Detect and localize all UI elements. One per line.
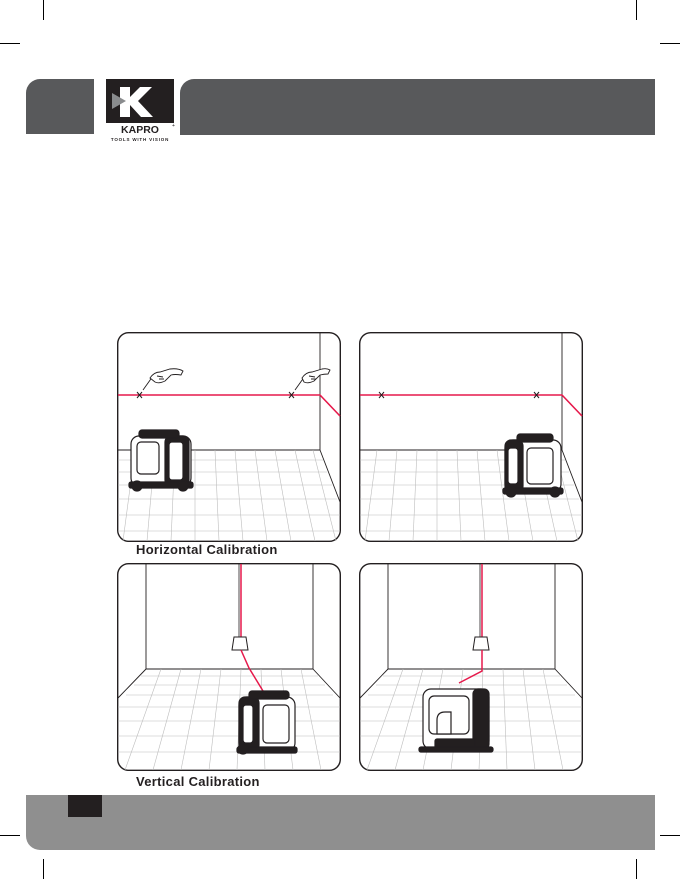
illustration-vertical-plumb-rotated xyxy=(359,563,583,771)
crop-mark xyxy=(0,43,20,44)
crop-mark xyxy=(43,859,44,879)
kapro-logo xyxy=(106,79,174,143)
header-bar xyxy=(180,79,655,135)
illustration-horizontal-check xyxy=(359,332,583,542)
caption-horizontal-calibration: Horizontal Calibration xyxy=(136,542,278,557)
illustration-vertical-plumb-front xyxy=(117,563,341,771)
caption-vertical-calibration: Vertical Calibration xyxy=(136,774,260,789)
svg-text:+: + xyxy=(172,123,175,129)
svg-text:KAPRO: KAPRO xyxy=(121,124,159,136)
crop-mark xyxy=(660,835,680,836)
svg-text:TOOLS WITH VISION: TOOLS WITH VISION xyxy=(110,137,170,142)
illustration-horizontal-marking xyxy=(117,332,341,542)
header-tab xyxy=(26,79,94,134)
crop-mark xyxy=(636,0,637,20)
crop-mark xyxy=(43,0,44,20)
crop-mark xyxy=(0,835,20,836)
page-number-box xyxy=(68,795,102,817)
footer-bar xyxy=(26,795,655,850)
crop-mark xyxy=(660,43,680,44)
crop-mark xyxy=(636,859,637,879)
